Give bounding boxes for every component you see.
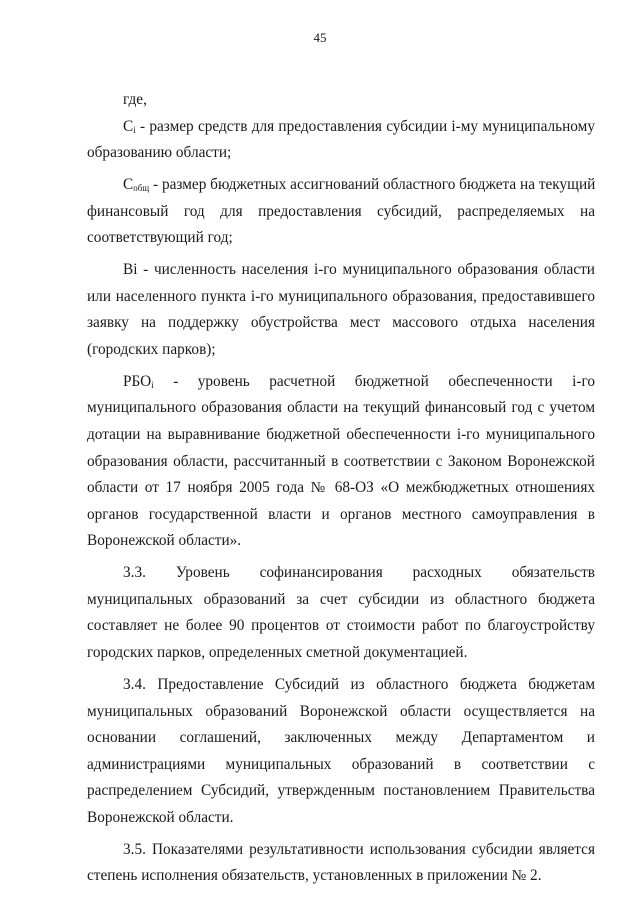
text-line: муниципальных образований за счет субсидии из областного бюджета bbox=[87, 590, 595, 608]
paragraph-ci-definition bbox=[87, 114, 595, 167]
text-run: - уровень расчетной бюджетной обеспеченности i-го bbox=[153, 372, 595, 390]
symbol-subscript: i bbox=[133, 124, 136, 135]
page-number: 45 bbox=[313, 30, 327, 45]
paragraph-3-3 bbox=[87, 560, 595, 666]
text-line bbox=[87, 369, 595, 396]
text-line: Bi - численность населения i-го муниципального образования области bbox=[123, 261, 595, 279]
text-line: городских парков, определенных сметной документацией. bbox=[87, 644, 468, 662]
paragraph-ctotal-definition bbox=[87, 172, 595, 252]
paragraph-where bbox=[87, 87, 595, 114]
text-line: образованию области; bbox=[87, 144, 232, 162]
text-line: финансовый год для предоставления субсидий, распределяемых на bbox=[87, 202, 595, 220]
text-line: образования области, рассчитанный в соответствии с Законом Воронежской bbox=[87, 452, 595, 470]
text-line: соответствующий год; bbox=[87, 229, 233, 247]
paragraph-bi-definition bbox=[87, 257, 595, 363]
text-line: области от 17 ноября 2005 года № 68-ОЗ «О межбюджетных отношениях bbox=[87, 479, 595, 497]
symbol-c: C bbox=[123, 176, 134, 194]
text-line: заявку на поддержку обустройства мест массового отдыха населения bbox=[87, 314, 595, 332]
text-line: Воронежской области». bbox=[87, 532, 242, 550]
text-line: органов государственной власти и органов местного самоуправления в bbox=[87, 505, 595, 523]
text-run: - размер средств для предоставления субсидии i-му муниципальному bbox=[135, 117, 595, 135]
text-line: дотации на выравнивание бюджетной обеспеченности i-го муниципального bbox=[87, 426, 595, 444]
text-line: или населенного пункта i-го муниципального образования, предоставившего bbox=[87, 287, 595, 305]
body-text bbox=[87, 87, 595, 890]
text-line: составляет не более 90 процентов от стоимости работ по благоустройству bbox=[87, 617, 595, 635]
paragraph-rbo-definition bbox=[87, 369, 595, 555]
text-line: (городских парков); bbox=[87, 340, 216, 358]
text-line: 3.4. Предоставление Субсидий из областного бюджета бюджетам bbox=[123, 675, 595, 693]
text-line: 3.5. Показателями результативности использования субсидии является bbox=[123, 840, 595, 858]
text-line bbox=[87, 172, 595, 199]
symbol-rbo: РБО bbox=[123, 372, 152, 390]
text-line: распределением Субсидий, утвержденным постановлением Правительства bbox=[87, 782, 595, 800]
text-line: администрациями муниципальных образований в соответствии с bbox=[87, 755, 595, 773]
paragraph-3-5 bbox=[87, 837, 595, 890]
text-line: 3.3. Уровень софинансирования расходных обязательств bbox=[123, 564, 595, 582]
text-line: степень исполнения обязательств, установленных в приложении № 2. bbox=[87, 867, 542, 885]
text-line: основании соглашений, заключенных между Департаментом и bbox=[87, 729, 595, 747]
text-line: муниципального образования области на текущий финансовый год с учетом bbox=[87, 399, 595, 417]
text-line: где, bbox=[123, 91, 147, 108]
symbol-c: C bbox=[123, 117, 134, 135]
symbol-subscript: i bbox=[151, 379, 154, 390]
text-line bbox=[87, 114, 595, 141]
text-line: Воронежской области. bbox=[87, 808, 234, 826]
text-line: муниципальных образований Воронежской области осуществляется на bbox=[87, 702, 595, 720]
symbol-subscript: общ bbox=[133, 183, 150, 194]
text-run: - размер бюджетных ассигнований областного бюджета на текущий bbox=[149, 176, 596, 194]
paragraph-3-4 bbox=[87, 672, 595, 832]
